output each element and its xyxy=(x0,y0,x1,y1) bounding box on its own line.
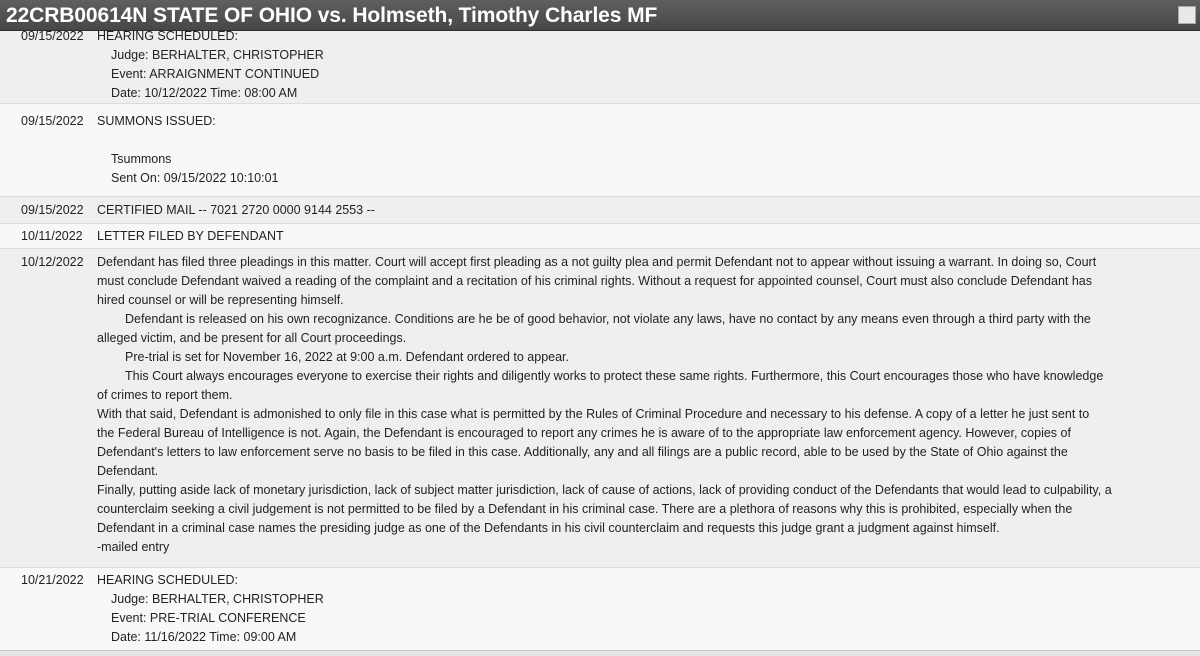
entry-date: 09/15/2022 xyxy=(21,114,84,128)
entry-paragraph-line: of crimes to report them. xyxy=(97,388,233,402)
entry-judge: Judge: BERHALTER, CHRISTOPHER xyxy=(111,48,324,62)
entry-paragraph-line: Defendant has filed three pleadings in this matter. Court will accept first pleading as a not guilty plea and permit Defendant not to appear without issuing a warrant. In doing so, Court xyxy=(97,255,1097,269)
docket-entry xyxy=(0,197,1200,224)
entry-paragraph-line: With that said, Defendant is admonished to only file in this case what is permitted by the Rules of Criminal Procedure and necessary to his defense. A copy of a letter he just sent to xyxy=(97,407,1090,421)
docket-entry xyxy=(0,224,1200,249)
entry-date: 09/15/2022 xyxy=(21,203,84,217)
scroll-up-button[interactable] xyxy=(1178,6,1196,24)
entry-sent-on: Sent On: 09/15/2022 10:10:01 xyxy=(111,171,279,185)
entry-event: Event: ARRAIGNMENT CONTINUED xyxy=(111,67,320,81)
entry-paragraph-line: Defendant in a criminal case names the presiding judge as one of the Defendants in his civil counterclaim and requests this judge grant a judgment against himself. xyxy=(97,521,1000,535)
entry-paragraph-line: the Federal Bureau of Intelligence is not. Again, the Defendant is encouraged to report any crimes he is aware of to the appropriate law enforcement agency. However, copies of xyxy=(97,426,1071,440)
entry-heading: HEARING SCHEDULED: xyxy=(97,573,238,587)
entry-summons-type: Tsummons xyxy=(111,152,172,166)
entry-paragraph-line: Defendant. xyxy=(97,464,159,478)
docket-entry xyxy=(0,31,1200,104)
entry-paragraph-line: Defendant is released on his own recognizance. Conditions are he be of good behavior, not violate any laws, have no contact by any means even through a third party with the xyxy=(125,312,1091,326)
entry-date: 10/21/2022 xyxy=(21,573,84,587)
entry-paragraph-line: Pre-trial is set for November 16, 2022 at 9:00 a.m. Defendant ordered to appear. xyxy=(125,350,570,364)
entry-date: 10/11/2022 xyxy=(21,229,83,243)
entry-date: 10/12/2022 xyxy=(21,255,84,269)
entry-paragraph-line: hired counsel or will be representing himself. xyxy=(97,293,344,307)
docket-entry xyxy=(0,104,1200,197)
entry-paragraph-line: alleged victim, and be present for all Court proceedings. xyxy=(97,331,407,345)
entry-datetime: Date: 11/16/2022 Time: 09:00 AM xyxy=(111,630,297,644)
entry-paragraph-line: must conclude Defendant waived a reading of the complaint and a recitation of his criminal rights. Without a request for appointed counsel, Court must also conclude Defendant has xyxy=(97,274,1093,288)
entry-heading: HEARING SCHEDULED: xyxy=(97,31,238,43)
entry-text: CERTIFIED MAIL -- 7021 2720 0000 9144 2553 -- xyxy=(97,203,375,217)
entry-text: LETTER FILED BY DEFENDANT xyxy=(97,229,284,243)
entry-paragraph-line: This Court always encourages everyone to exercise their rights and diligently works to protect these same rights. Furthermore, this Court encourages those who have knowledge xyxy=(125,369,1104,383)
horizontal-scrollbar[interactable] xyxy=(0,650,1200,656)
case-title: 22CRB00614N STATE OF OHIO vs. Holmseth, Timothy Charles MF xyxy=(6,4,658,27)
docket-list[interactable] xyxy=(0,31,1200,650)
docket-entry xyxy=(0,249,1200,568)
entry-paragraph-line: -mailed entry xyxy=(97,540,170,554)
entry-datetime: Date: 10/12/2022 Time: 08:00 AM xyxy=(111,86,298,100)
entry-paragraph-line: counterclaim seeking a civil judgement is not permitted to be filed by a Defendant in his criminal case. There are a plethora of reasons why this is prohibited, especially when the xyxy=(97,502,1073,516)
entry-date: 09/15/2022 xyxy=(21,31,84,43)
title-bar xyxy=(0,0,1200,31)
entry-paragraph-line: Defendant's letters to law enforcement serve no basis to be filed in this case. Additionally, any and all filings are a public record, able to be used by the State of Ohio against the xyxy=(97,445,1068,459)
entry-blank-line xyxy=(97,131,1187,150)
entry-heading: SUMMONS ISSUED: xyxy=(97,114,216,128)
entry-judge: Judge: BERHALTER, CHRISTOPHER xyxy=(111,592,324,606)
entry-paragraph-line: Finally, putting aside lack of monetary jurisdiction, lack of subject matter jurisdiction, lack of cause of actions, lack of providing conduct of the Defendants that would lead to culpability, a xyxy=(97,483,1112,497)
entry-event: Event: PRE-TRIAL CONFERENCE xyxy=(111,611,306,625)
docket-entry xyxy=(0,568,1200,650)
